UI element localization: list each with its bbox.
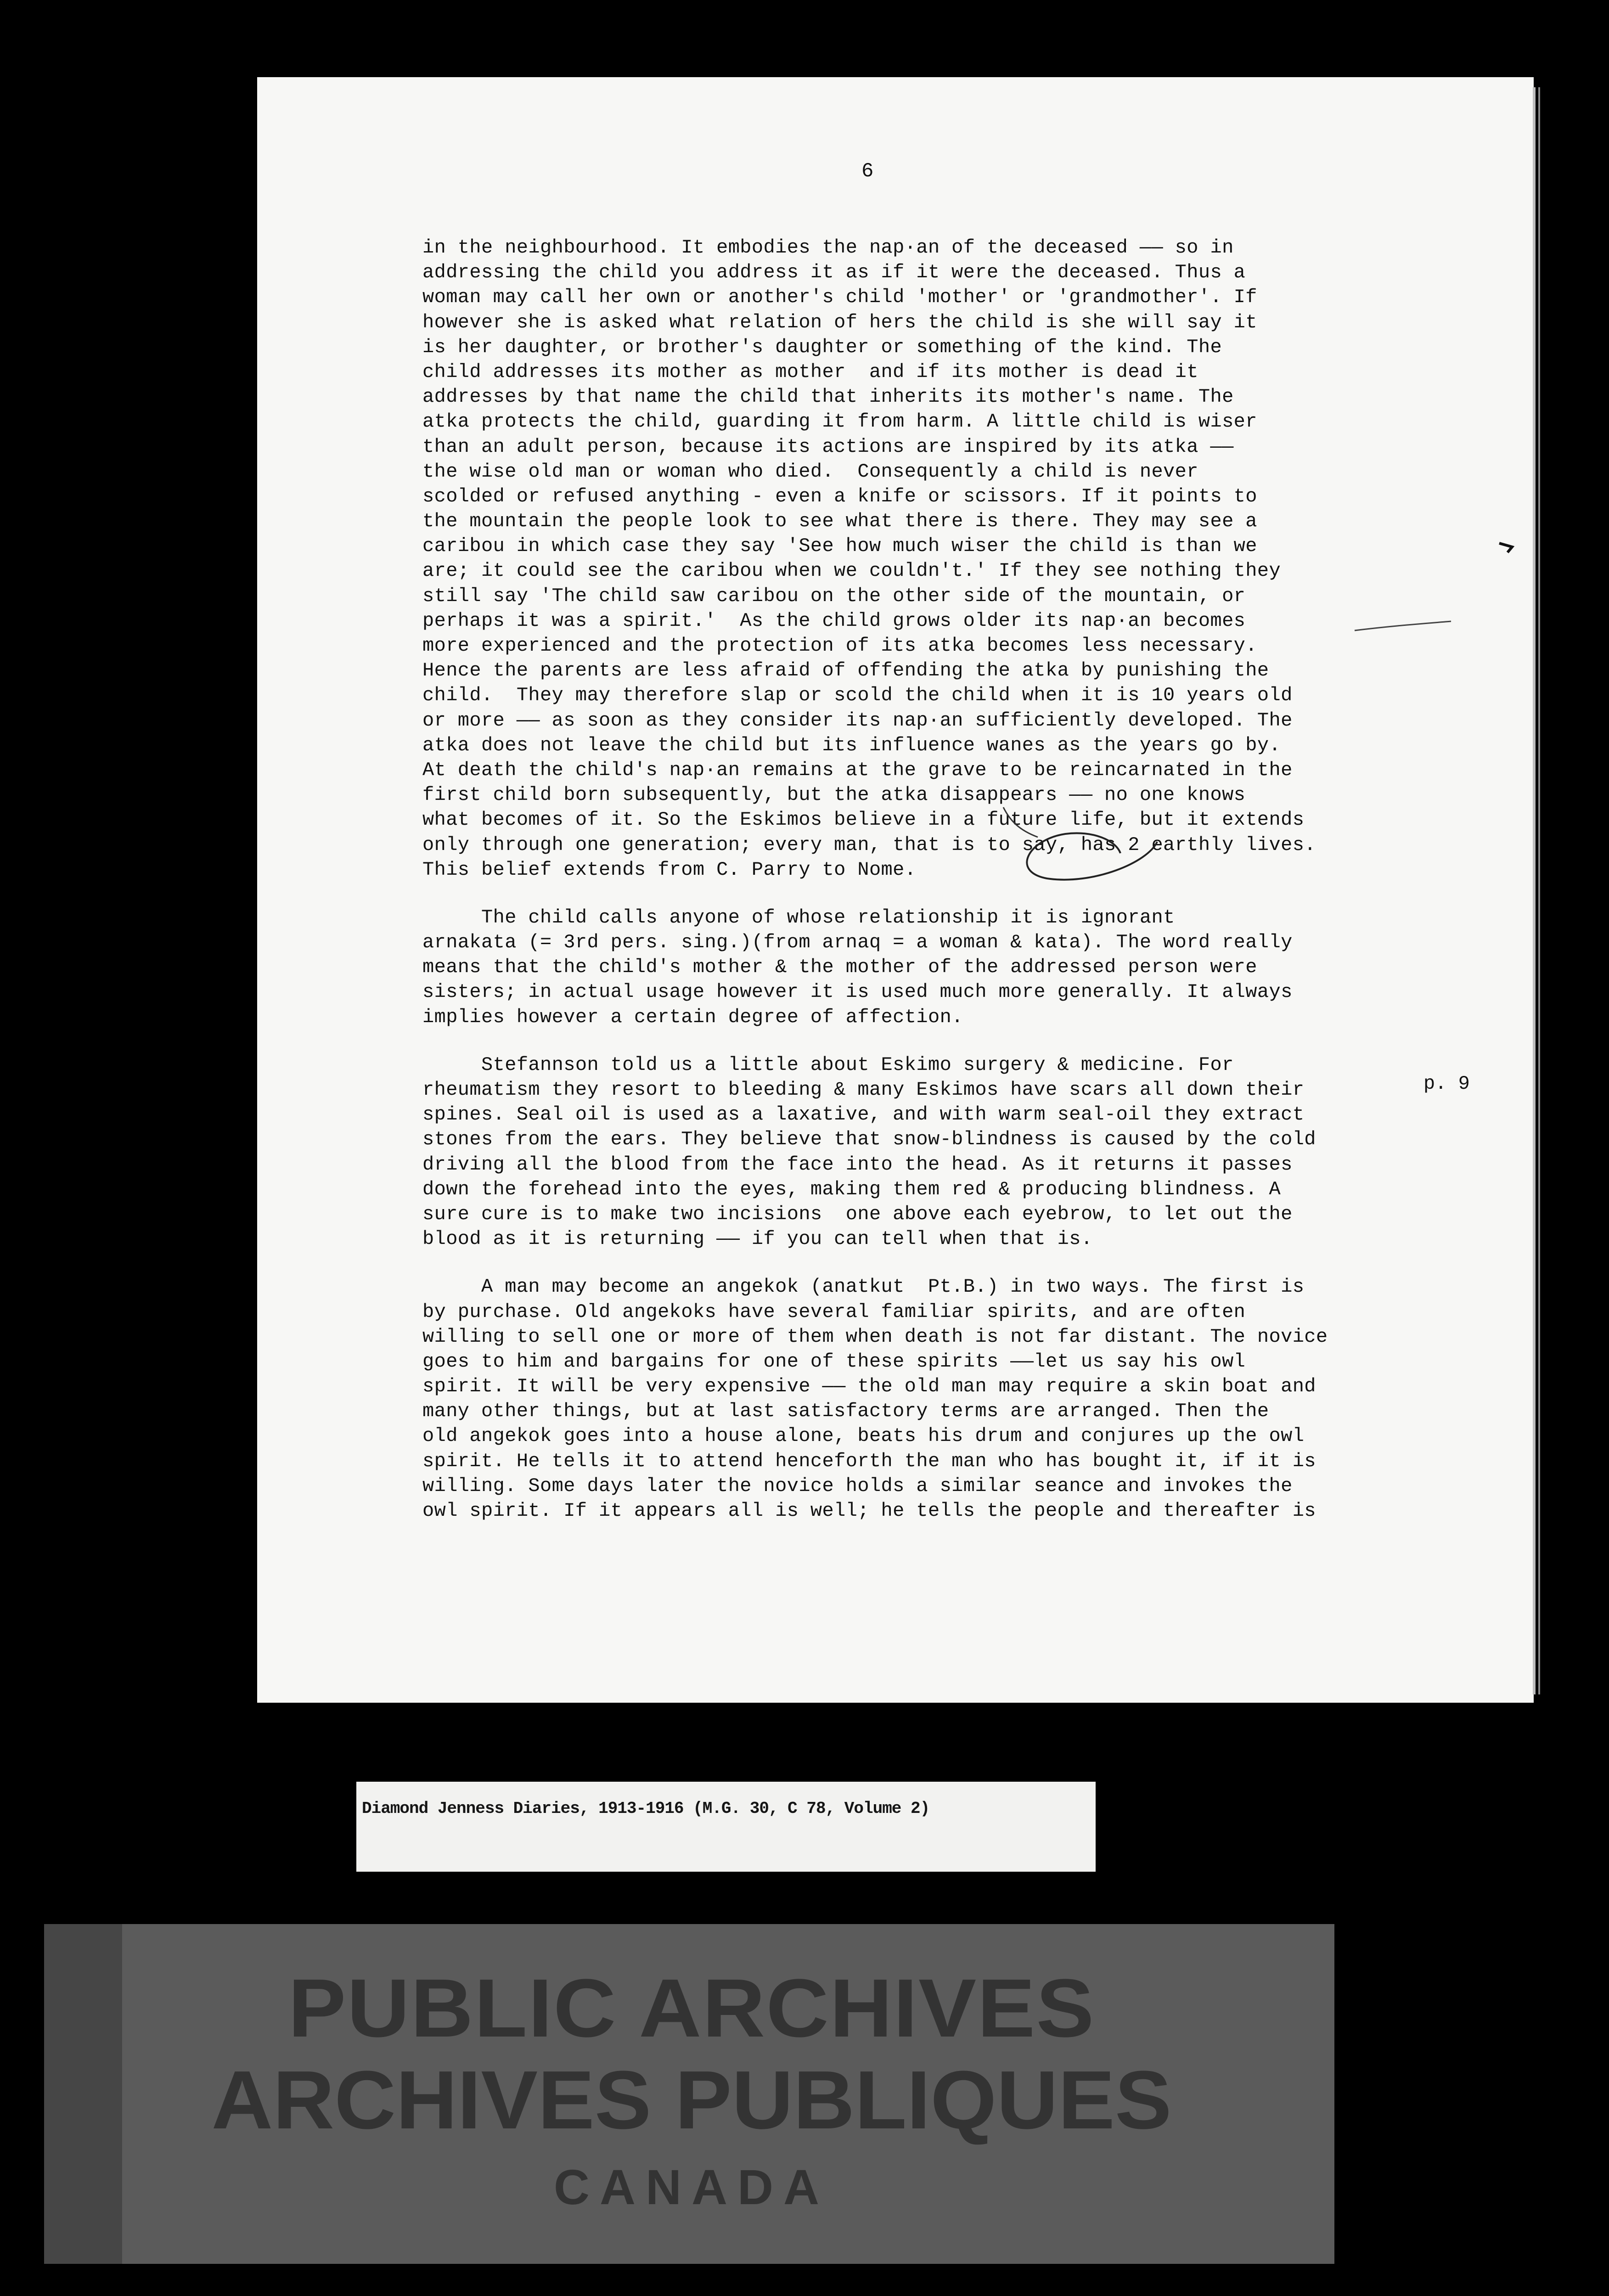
stamp-line-english: PUBLIC ARCHIVES — [288, 1962, 1095, 2054]
text-line: old angekok goes into a house alone, beats his drum and conjures up the owl — [422, 1425, 1305, 1447]
text-line: Stefannson told us a little about Eskimo surgery & medicine. For — [422, 1053, 1234, 1076]
typed-diary-page — [257, 77, 1534, 1703]
text-line: willing. Some days later the novice holds a similar seance and invokes the — [422, 1474, 1293, 1497]
text-line: is her daughter, or brother's daughter or something of the kind. The — [422, 336, 1222, 358]
text-line: scolded or refused anything - even a knife or scissors. If it points to — [422, 485, 1257, 507]
text-line: driving all the blood from the face into the head. As it returns it passes — [422, 1153, 1293, 1176]
archives-stamp — [44, 1924, 1334, 2264]
text-line: rheumatism they resort to bleeding & many Eskimos have scars all down their — [422, 1079, 1305, 1101]
stamp-line-french: ARCHIVES PUBLIQUES — [211, 2054, 1172, 2146]
text-line: are; it could see the caribou when we couldn't.' If they see nothing they — [422, 560, 1281, 582]
stamp-line-country: CANADA — [554, 2159, 829, 2215]
text-line: the wise old man or woman who died. Consequently a child is never — [422, 460, 1198, 483]
text-line: sisters; in actual usage however it is used much more generally. It always — [422, 981, 1293, 1003]
text-line: perhaps it was a spirit.' As the child grows older its nap·an becomes — [422, 609, 1246, 632]
text-line: Hence the parents are less afraid of offending the atka by punishing the — [422, 659, 1269, 682]
archive-reference-text: Diamond Jenness Diaries, 1913-1916 (M.G. 30, C 78, Volume 2) — [362, 1799, 930, 1818]
text-line: sure cure is to make two incisions one above each eyebrow, to let out the — [422, 1203, 1293, 1225]
text-line: child. They may therefore slap or scold the child when it is 10 years old — [422, 684, 1293, 707]
text-line: woman may call her own or another's child 'mother' or 'grandmother'. If — [422, 286, 1257, 309]
text-line: spirit. He tells it to attend henceforth the man who has bought it, if it is — [422, 1450, 1316, 1472]
text-line: At death the child's nap·an remains at the grave to be reincarnated in the — [422, 759, 1293, 781]
text-line: down the forehead into the eyes, making them red & producing blindness. A — [422, 1178, 1281, 1200]
text-line: means that the child's mother & the mother of the addressed person were — [422, 956, 1257, 979]
text-line: child addresses its mother as mother and if its mother is dead it — [422, 360, 1198, 383]
text-line: owl spirit. If it appears all is well; he tells the people and thereafter is — [422, 1500, 1316, 1522]
text-line: arnakata (= 3rd pers. sing.)(from arnaq = a woman & kata). The word really — [422, 931, 1293, 954]
text-line: This belief extends from C. Parry to Nome. — [422, 858, 917, 881]
text-line: however she is asked what relation of hers the child is she will say it — [422, 311, 1257, 333]
paragraph-gap — [422, 882, 1506, 905]
text-line: spirit. It will be very expensive —— the old man may require a skin boat and — [422, 1375, 1316, 1398]
text-line: in the neighbourhood. It embodies the nap·an of the deceased —— so in — [422, 236, 1234, 259]
page-edge — [1533, 87, 1536, 1694]
text-line: by purchase. Old angekoks have several familiar spirits, and are often — [422, 1300, 1246, 1323]
text-line: addressing the child you address it as if it were the deceased. Thus a — [422, 261, 1246, 284]
text-line: or more —— as soon as they consider its nap·an sufficiently developed. The — [422, 709, 1293, 732]
text-line: addresses by that name the child that inherits its mother's name. The — [422, 386, 1234, 408]
text-line: A man may become an angekok (anatkut Pt.B.) in two ways. The first is — [422, 1276, 1305, 1298]
diary-body-text — [422, 235, 1506, 1523]
text-line: what becomes of it. So the Eskimos believe in a future life, but it extends — [422, 809, 1305, 831]
page-number: 6 — [861, 160, 874, 183]
text-line: implies however a certain degree of affection. — [422, 1006, 963, 1028]
text-line: still say 'The child saw caribou on the other side of the mountain, or — [422, 585, 1246, 607]
text-line: only through one generation; every man, that is to say, has 2 earthly lives. — [422, 833, 1316, 856]
text-line: atka protects the child, guarding it from harm. A little child is wiser — [422, 411, 1257, 433]
text-line: than an adult person, because its actions are inspired by its atka —— — [422, 435, 1234, 458]
text-line: the mountain the people look to see what there is there. They may see a — [422, 510, 1257, 533]
text-line: spines. Seal oil is used as a laxative, and with warm seal-oil they extract — [422, 1103, 1305, 1126]
text-line: The child calls anyone of whose relationship it is ignorant — [422, 906, 1175, 929]
text-line: willing to sell one or more of them when death is not far distant. The novice — [422, 1325, 1328, 1348]
text-line: first child born subsequently, but the atka disappears —— no one knows — [422, 784, 1246, 806]
text-line: more experienced and the protection of its atka becomes less necessary. — [422, 635, 1257, 657]
text-line: atka does not leave the child but its influence wanes as the years go by. — [422, 734, 1281, 756]
text-line: goes to him and bargains for one of these spirits ——let us say his owl — [422, 1350, 1246, 1373]
text-line: many other things, but at last satisfactory terms are arranged. Then the — [422, 1400, 1269, 1423]
archive-reference-label — [356, 1782, 1096, 1872]
text-line: blood as it is returning —— if you can tell when that is. — [422, 1228, 1093, 1250]
paragraph-gap — [422, 1251, 1506, 1274]
text-line: stones from the ears. They believe that snow-blindness is caused by the cold — [422, 1128, 1316, 1151]
paragraph-gap — [422, 1030, 1506, 1052]
stamp-shadow — [44, 1924, 122, 2264]
text-line: caribou in which case they say 'See how much wiser the child is than we — [422, 535, 1257, 557]
margin-page-reference: p. 9 — [1423, 1073, 1470, 1095]
page-edge — [1538, 87, 1540, 1694]
